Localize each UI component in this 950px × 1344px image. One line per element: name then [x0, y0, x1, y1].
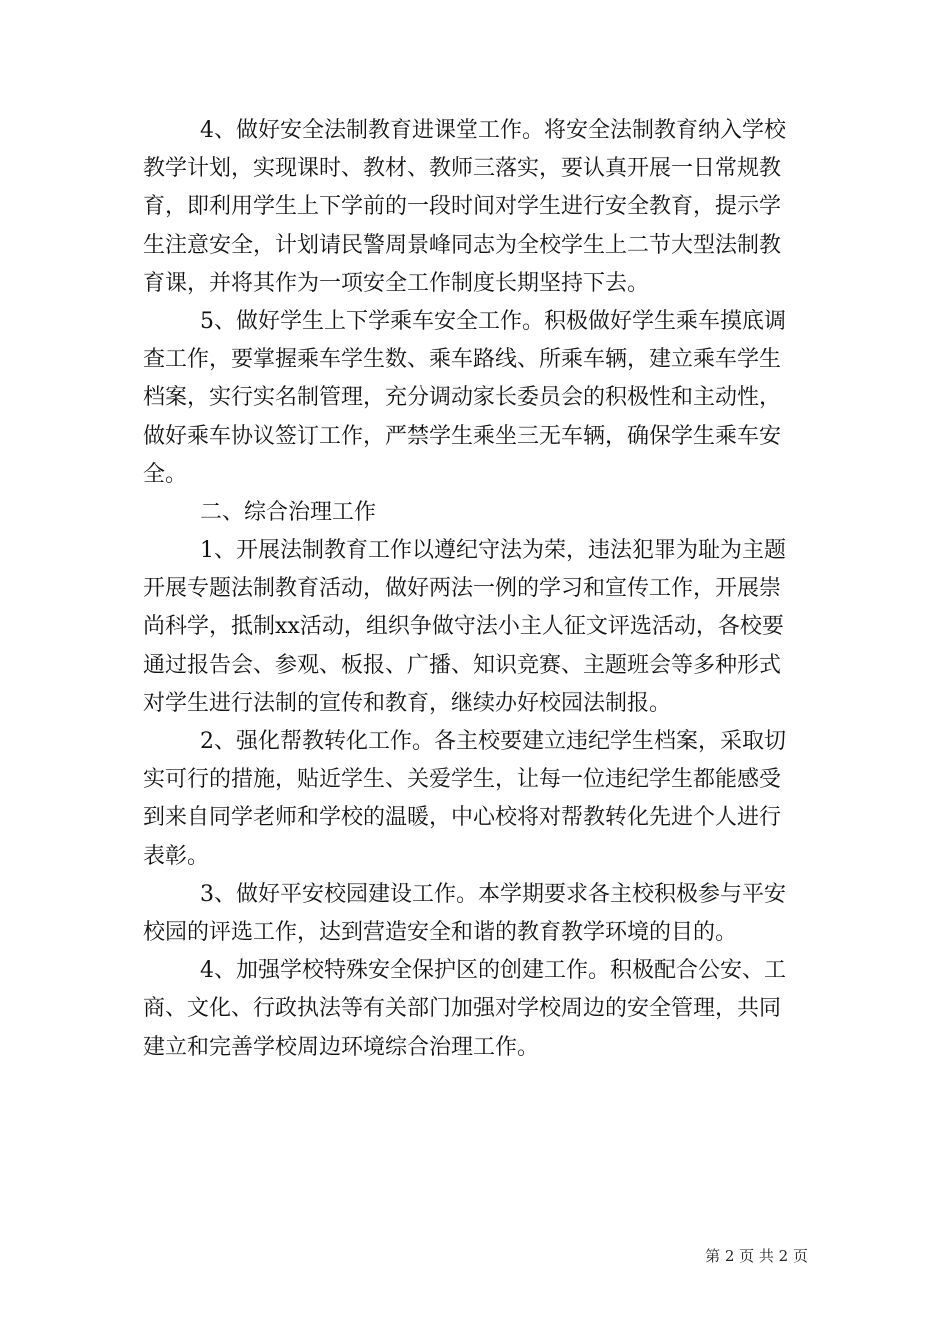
text-line: 教学计划，实现课时、教材、教师三落实，要认真开展一日常规教: [143, 156, 782, 182]
text-line: 建立和完善学校周边环境综合治理工作。: [143, 1034, 540, 1060]
text-line: 生注意安全，计划请民警周景峰同志为全校学生上二节大型法制教: [143, 232, 782, 258]
text-line: 3、做好平安校园建设工作。本学期要求各主校积极参与平安: [200, 881, 786, 907]
text-line: 通过报告会、参观、板报、广播、知识竞赛、主题班会等多种形式: [143, 652, 782, 678]
text-line: 4、加强学校特殊安全保护区的创建工作。积极配合公安、工: [200, 958, 786, 984]
text-line: 表彰。: [143, 843, 210, 869]
text-line: 二、综合治理工作: [200, 499, 377, 525]
document-body: [143, 112, 809, 1067]
text-line: 全。: [143, 461, 188, 487]
text-line: 查工作，要掌握乘车学生数、乘车路线、所乘车辆，建立乘车学生: [143, 347, 782, 373]
text-line: 档案，实行实名制管理，充分调动家长委员会的积极性和主动性，: [143, 385, 782, 411]
text-line: 2、强化帮教转化工作。各主校要建立违纪学生档案，采取切: [200, 729, 786, 754]
text-line: 育，即利用学生上下学前的一段时间对学生进行安全教育，提示学: [143, 194, 782, 220]
text-line: 校园的评选工作，达到营造安全和谐的教育教学环境的目的。: [143, 919, 738, 945]
text-line: 实可行的措施，贴近学生、关爱学生，让每一位违纪学生都能感受: [143, 767, 782, 793]
text-line: 尚科学，抵制xx活动，组织争做守法小主人征文评选活动，各校要: [143, 614, 784, 640]
text-line: 1、开展法制教育工作以遵纪守法为荣，违法犯罪为耻为主题: [200, 538, 786, 564]
text-line: 到来自同学老师和学校的温暖，中心校将对帮教转化先进个人进行: [143, 805, 782, 831]
text-line: 开展专题法制教育活动，做好两法一例的学习和宣传工作，开展崇: [143, 576, 782, 602]
text-line: 商、文化、行政执法等有关部门加强对学校周边的安全管理，共同: [143, 996, 782, 1022]
text-line: 4、做好安全法制教育进课堂工作。将安全法制教育纳入学校: [200, 118, 786, 143]
text-line: 育课，并将其作为一项安全工作制度长期坚持下去。: [143, 270, 650, 296]
text-line: 做好乘车协议签订工作，严禁学生乘坐三无车辆，确保学生乘车安: [143, 423, 782, 449]
page-number-footer: 第 2 页 共 2 页: [705, 1247, 808, 1265]
text-line: 对学生进行法制的宣传和教育，继续办好校园法制报。: [143, 690, 672, 716]
text-line: 5、做好学生上下学乘车安全工作。积极做好学生乘车摸底调: [200, 308, 786, 334]
